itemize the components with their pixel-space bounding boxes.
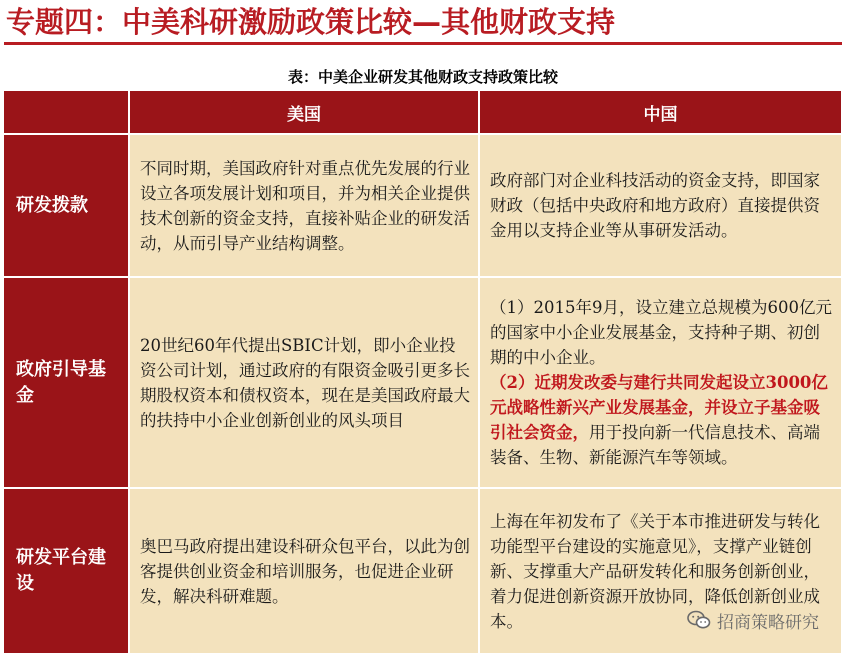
table-caption: 表：中美企业研发其他财政支持政策比较	[287, 68, 558, 86]
header-corner-cell	[4, 91, 128, 133]
row-label-rd-grant: 研发拨款	[4, 135, 128, 276]
cn-guidance-fund-highlight: （2）近期发改委与建行共同发起设立3000亿元战略性新兴产业发展基金，并设立子基金吸引社会资金，	[490, 373, 828, 442]
us-rd-platform-cell	[130, 489, 478, 653]
us-rd-grant-text: 不同时期，美国政府针对重点优先发展的行业设立各项发展计划和项目，并为相关企业提供技术创新的资金支持，直接补贴企业的研发活动，从而引导产业结构调整。	[140, 158, 470, 253]
wechat-icon	[687, 610, 711, 630]
cn-rd-grant-text: 政府部门对企业科技活动的资金支持，即国家财政（包括中央政府和地方政府）直接提供资金用以支持企业等从事研发活动。	[490, 171, 820, 240]
comparison-table	[4, 91, 841, 653]
cn-rd-platform-text: 上海在年初发布了《关于本市推进研发与转化功能型平台建设的实施意见》，支撑产业链创新、支撑重大产品研发转化和服务创新创业，着力促进创新资源开放协同，降低创新创业成本。	[490, 511, 820, 631]
cn-rd-grant-cell	[480, 135, 841, 276]
us-guidance-fund-text: 20世纪60年代提出SBIC计划，即小企业投资公司计划，通过政府的有限资金吸引更多长期股权资本和债权资本，现在是美国政府最大的扶持中小企业创新创业的风头项目	[140, 335, 470, 430]
watermark-text: 招商策略研究	[717, 612, 819, 633]
cn-guidance-fund-text-3: 用于投向新一代信息技术、高端装备、生物、新能源汽车等领域。	[490, 423, 820, 467]
watermark	[687, 607, 819, 633]
row-label-guidance-fund: 政府引导基金	[4, 278, 128, 487]
us-guidance-fund-cell	[130, 278, 478, 487]
header-cn: 中国	[480, 91, 841, 133]
page-title: 专题四：中美科研激励政策比较—其他财政支持	[6, 5, 616, 39]
cn-guidance-fund-cell	[480, 278, 841, 487]
us-rd-grant-cell	[130, 135, 478, 276]
cn-guidance-fund-text-1: （1）2015年9月，设立建立总规模为600亿元的国家中小企业发展基金，支持种子期、初创期的中小企业。	[490, 298, 832, 367]
title-divider	[4, 42, 842, 45]
header-us: 美国	[130, 91, 478, 133]
us-rd-platform-text: 奥巴马政府提出建设科研众包平台，以此为创客提供创业资金和培训服务，也促进企业研发，解决科研难题。	[140, 536, 470, 606]
cn-guidance-fund-text-2	[490, 370, 835, 470]
row-label-rd-platform: 研发平台建设	[4, 489, 128, 653]
